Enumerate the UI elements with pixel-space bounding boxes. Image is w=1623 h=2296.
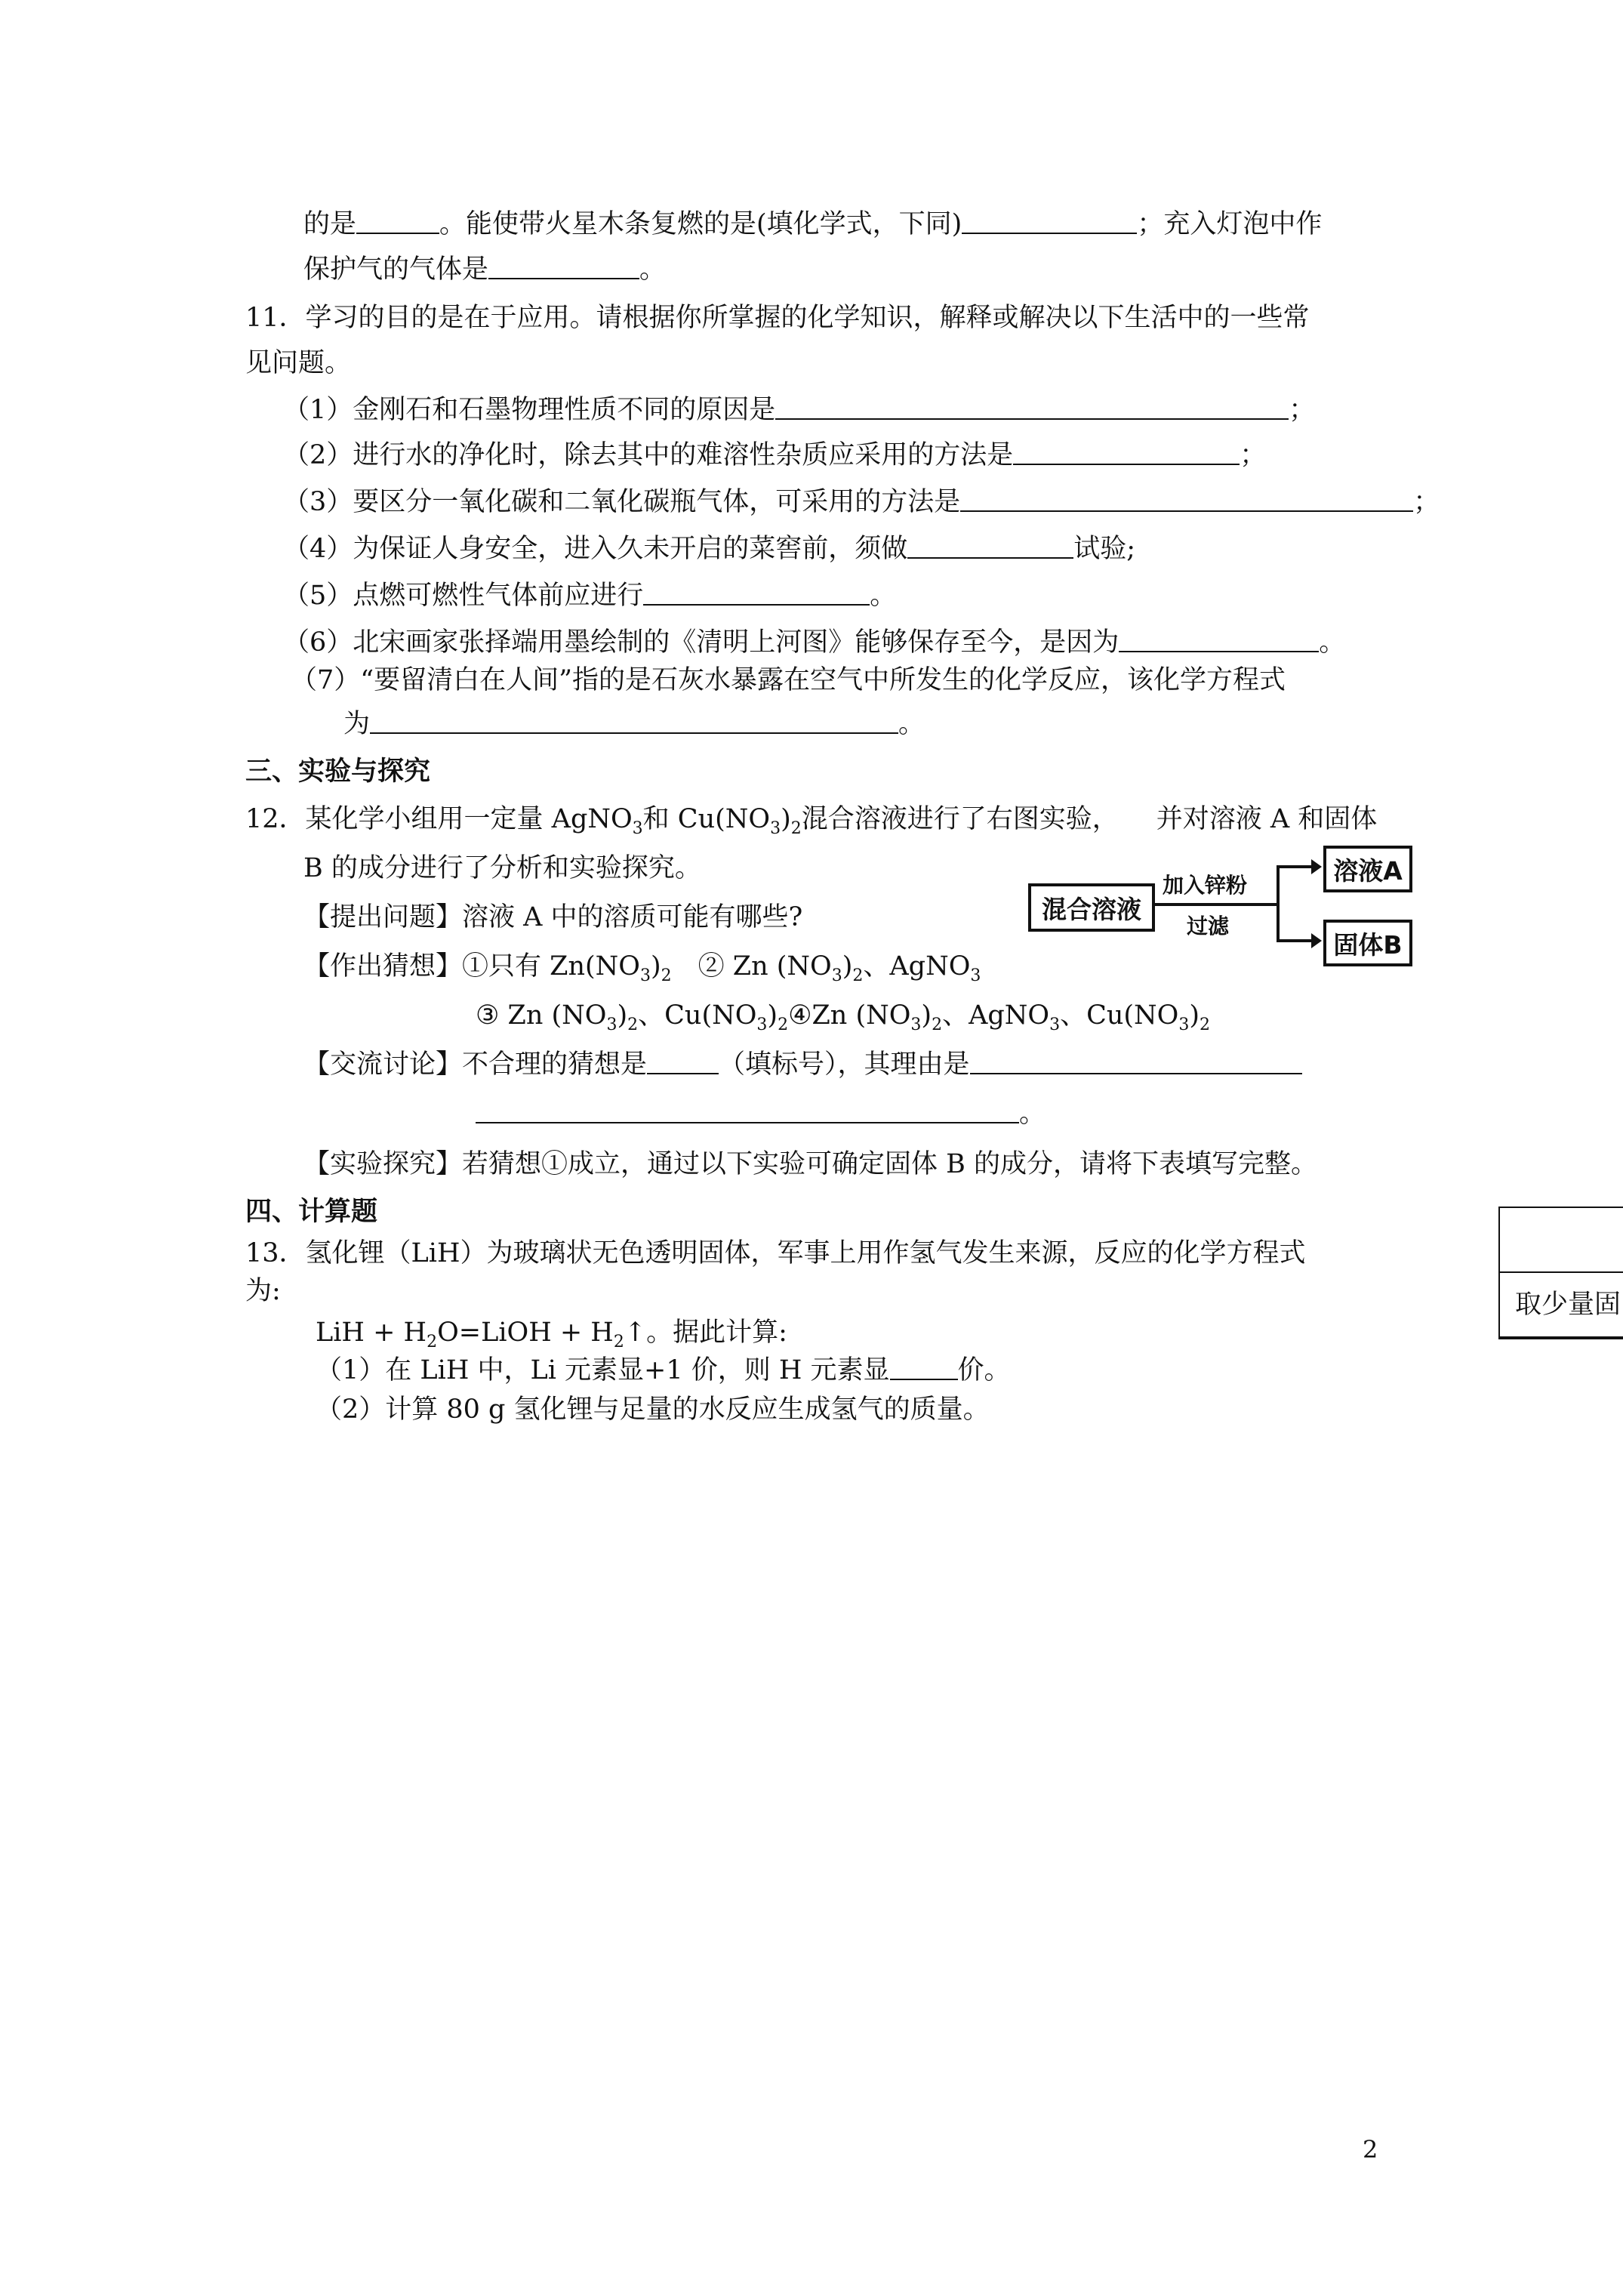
arrow-head-icon (1311, 933, 1322, 948)
q12-guess-cont: ③ Zn $(NO_3)_2$、$Cu(NO_3)_2④Zn$ $(NO_3)_2$、AgNO$_3$、$Cu(NO_3)_2$ (476, 1000, 1211, 1034)
answer-blank[interactable] (643, 577, 870, 606)
q12-discuss-cont: 。 (476, 1095, 1046, 1133)
mixed-solution-box: 混合溶液 (1028, 883, 1155, 932)
answer-blank[interactable] (970, 1046, 1302, 1074)
q11-item7: （7）“要留清白在人间”指的是石灰水暴露在空气中所发生的化学反应，该化学方程式 (291, 665, 1286, 695)
q13-equation: LiH + $H_2O=LiOH$ + $H_2↑$。据此计算: (316, 1318, 787, 1351)
q13-part1: （1）在 LiH 中，Li 元素显+1 价，则 H 元素显 价。 (316, 1351, 1011, 1389)
q12-line1: 12．某化学小组用一定量 AgNO$_3$和 $Cu(NO_3)_2$混合溶液进行了右图实验， 并对溶液 A 和固体 (245, 804, 1378, 838)
q11-item7-cont: 为 。 (343, 705, 925, 743)
results-table (1498, 1207, 1623, 1339)
q12-explore: 【实验探究】若猜想①成立，通过以下实验可确定固体 B 的成分，请将下表填写完整。 (303, 1149, 1317, 1179)
answer-blank[interactable] (356, 205, 439, 234)
table-row: 取少量固 (1500, 1273, 1623, 1338)
q12-discuss: 【交流讨论】不合理的猜想是 （填标号），其理由是 (303, 1046, 1302, 1083)
answer-blank[interactable] (907, 530, 1073, 559)
q11-item5: （5）点燃可燃性气体前应进行 。 (283, 577, 896, 615)
solid-b-box: 固体B (1323, 920, 1412, 966)
page-number: 2 (1363, 2135, 1378, 2164)
q13-line2: 为: (245, 1276, 281, 1306)
answer-blank[interactable] (890, 1351, 958, 1380)
q12-guess: 【作出猜想】①只有 $Zn(NO_3)_2$ ② Zn $(NO_3)_2$、AgNO$_3$ (303, 951, 981, 985)
q11-item2: （2）进行水的净化时，除去其中的难溶性杂质应采用的方法是 ； (283, 436, 1266, 474)
answer-blank[interactable] (775, 391, 1289, 420)
q13-line1: 13．氢化锂（LiH）为玻璃状无色透明固体，军事上用作氢气发生来源，反应的化学方程式 (245, 1238, 1306, 1268)
filter-label: 过滤 (1187, 914, 1230, 938)
q11-item4: （4）为保证人身安全，进入久未开启的菜窖前，须做 试验; (283, 530, 1135, 568)
q11-intro1: 11．学习的目的是在于应用。请根据你所掌握的化学知识，解释或解决以下生活中的一些常 (245, 303, 1310, 333)
q10-line1: 的是 。能使带火星木条复燃的是(填化学式，下同) ；充入灯泡中作 (303, 205, 1322, 243)
reagent-label: 加入锌粉 (1163, 873, 1248, 898)
answer-blank[interactable] (488, 251, 639, 279)
q11-item6: （6）北宋画家张择端用墨绘制的《清明上河图》能够保存至今，是因为 。 (283, 624, 1345, 661)
q12-line2: B 的成分进行了分析和实验探究。 (303, 853, 701, 883)
q11-intro2: 见问题。 (245, 348, 352, 378)
answer-blank[interactable] (647, 1046, 719, 1074)
q13-part2: （2）计算 80 g 氢化锂与足量的水反应生成氢气的质量。 (316, 1395, 990, 1425)
answer-blank[interactable] (370, 705, 898, 734)
branch-line (1277, 865, 1280, 942)
q11-item3: （3）要区分一氧化碳和二氧化碳瓶气体，可采用的方法是 ； (283, 483, 1440, 521)
answer-blank[interactable] (476, 1095, 1019, 1123)
q11-item1: （1）金刚石和石墨物理性质不同的原因是 ； (283, 391, 1315, 429)
arrow-head-icon (1311, 859, 1322, 874)
q12-ask: 【提出问题】溶液 A 中的溶质可能有哪些? (303, 902, 803, 932)
answer-blank[interactable] (1013, 436, 1240, 465)
solution-a-box: 溶液A (1323, 846, 1412, 892)
section-title-experiment: 三、实验与探究 (245, 756, 431, 787)
table-row (1500, 1208, 1623, 1273)
answer-blank[interactable] (960, 483, 1413, 512)
answer-blank[interactable] (962, 205, 1137, 234)
answer-blank[interactable] (1119, 624, 1319, 652)
q10-line2: 保护气的气体是 。 (303, 251, 666, 288)
section-title-calculation: 四、计算题 (245, 1196, 378, 1227)
